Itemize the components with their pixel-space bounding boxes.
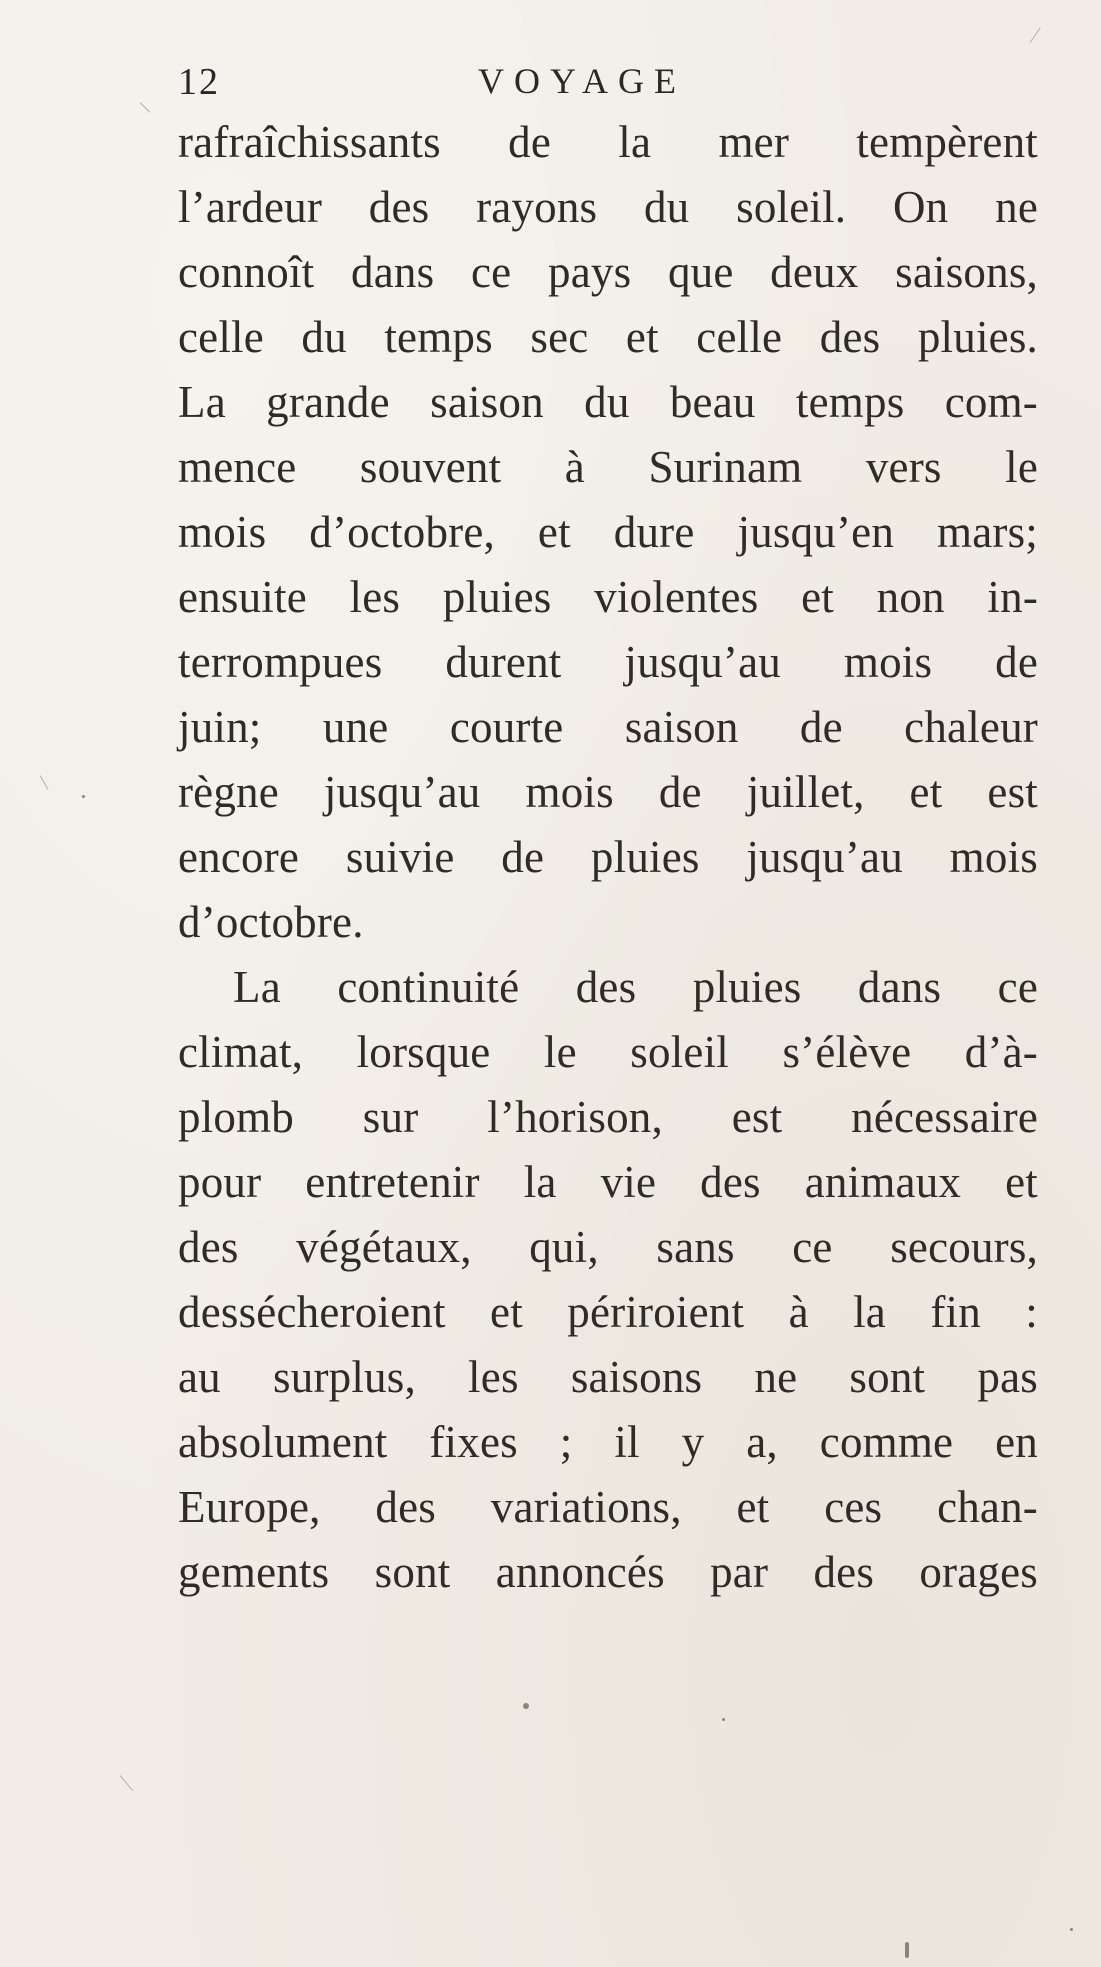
paper-speck <box>722 1718 725 1721</box>
paper-speck <box>1070 1928 1073 1931</box>
text-line: La continuité des pluies dans ce <box>233 962 1038 1012</box>
paper-mark <box>40 775 49 789</box>
text-line: plomb sur l’horison, est nécessaire <box>178 1092 1038 1142</box>
text-line: terrompues durent jusqu’au mois de <box>178 637 1038 687</box>
text-line: au surplus, les saisons ne sont pas <box>178 1352 1038 1402</box>
text-line: mois d’octobre, et dure jusqu’en mars; <box>178 507 1038 557</box>
text-line: dessécheroient et périroient à la fin : <box>178 1287 1038 1337</box>
text-line: encore suivie de pluies jusqu’au mois <box>178 832 1038 882</box>
text-line: mence souvent à Surinam vers le <box>178 442 1038 492</box>
text-line: La grande saison du beau temps com- <box>178 377 1038 427</box>
running-head <box>178 60 1048 110</box>
text-line: règne jusqu’au mois de juillet, et est <box>178 767 1038 817</box>
paper-speck <box>523 1703 529 1709</box>
text-line: Europe, des variations, et ces chan- <box>178 1482 1038 1532</box>
text-line: celle du temps sec et celle des pluies. <box>178 312 1038 362</box>
page-number: 12 <box>178 61 220 103</box>
text-line: ensuite les pluies violentes et non in- <box>178 572 1038 622</box>
paper-speck <box>905 1942 909 1958</box>
text-line: des végétaux, qui, sans ce secours, <box>178 1222 1038 1272</box>
body-text <box>178 110 1038 1605</box>
running-title: VOYAGE <box>478 61 686 101</box>
paper-mark <box>140 102 151 113</box>
text-line: absolument fixes ; il y a, comme en <box>178 1417 1038 1467</box>
text-line: climat, lorsque le soleil s’élève d’à- <box>178 1027 1038 1077</box>
text-line: l’ardeur des rayons du soleil. On ne <box>178 182 1038 232</box>
text-line: gements sont annoncés par des orages <box>178 1547 1038 1597</box>
text-line: connoît dans ce pays que deux saisons, <box>178 247 1038 297</box>
text-line: pour entretenir la vie des animaux et <box>178 1157 1038 1207</box>
paper-speck <box>82 795 85 798</box>
text-line: d’octobre. <box>178 897 364 947</box>
paper-mark <box>1030 27 1041 42</box>
paper-mark <box>120 1775 134 1791</box>
text-line: rafraîchissants de la mer tempèrent <box>178 117 1038 167</box>
text-line: juin; une courte saison de chaleur <box>178 702 1038 752</box>
